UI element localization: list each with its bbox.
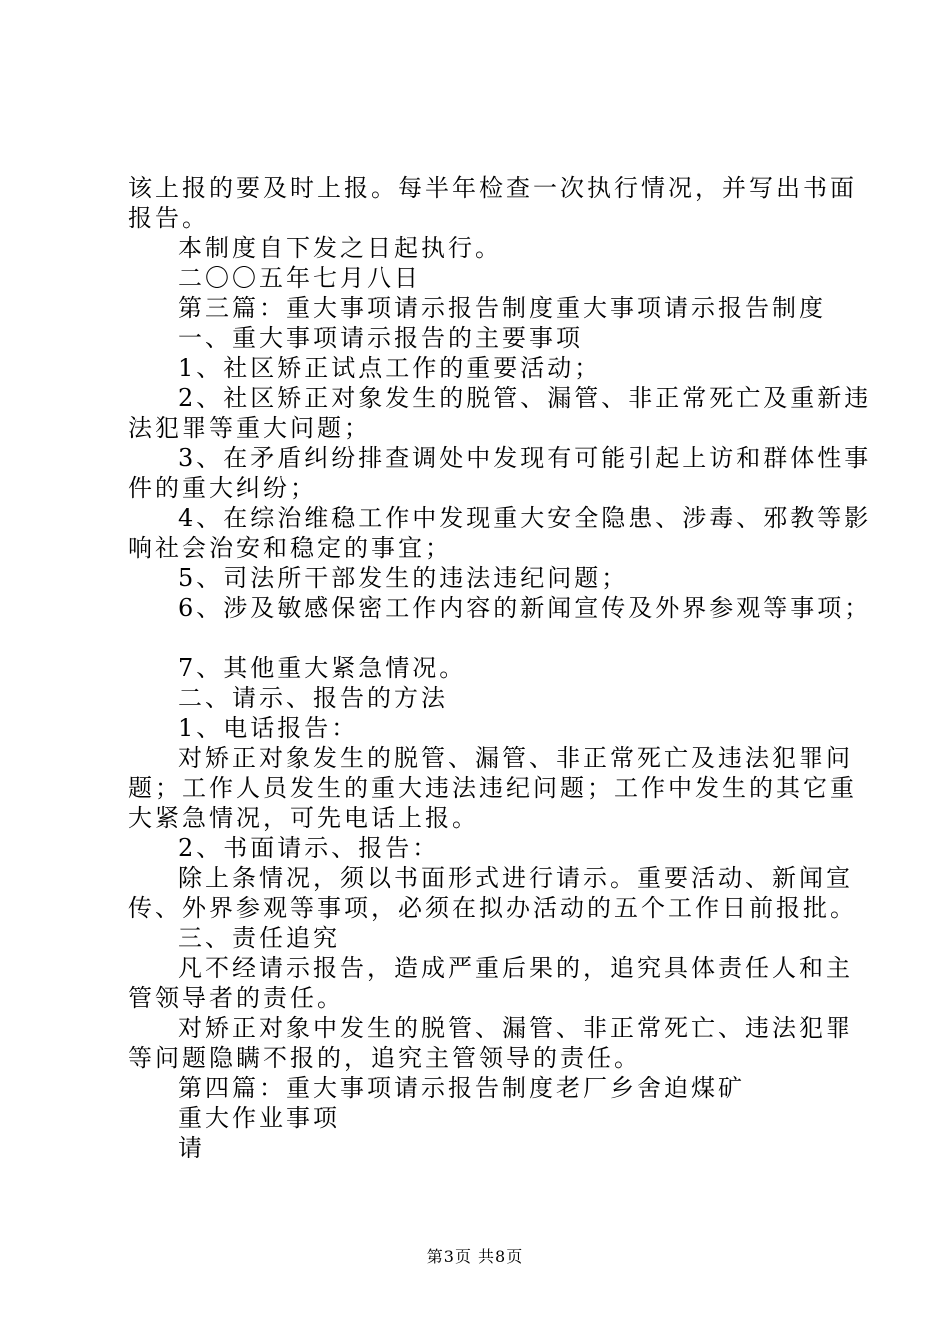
text-line: 题；工作人员发生的重大违法违纪问题；工作中发生的其它重 <box>128 774 857 802</box>
blank-line <box>128 623 838 653</box>
text-line: 件的重大纠纷； <box>128 474 317 502</box>
text-line: 响社会治安和稳定的事宜； <box>128 534 452 562</box>
text-line: 4、在综治维稳工作中发现重大安全隐患、涉毒、邪教等影 <box>178 504 872 532</box>
text-line: 对矫正对象发生的脱管、漏管、非正常死亡及违法犯罪问 <box>178 744 853 772</box>
text-line: 第四篇：重大事项请示报告制度老厂乡舍迫煤矿 <box>178 1074 745 1102</box>
text-line: 三、责任追究 <box>178 924 340 952</box>
text-line: 6、涉及敏感保密工作内容的新闻宣传及外界参观等事项； <box>178 594 872 622</box>
document-body <box>128 173 872 1163</box>
text-line: 重大作业事项 <box>178 1104 340 1132</box>
text-line: 7、其他重大紧急情况。 <box>178 654 467 682</box>
text-line: 凡不经请示报告，造成严重后果的，追究具体责任人和主 <box>178 954 853 982</box>
text-line: 3、在矛盾纠纷排查调处中发现有可能引起上访和群体性事 <box>178 444 872 472</box>
page-footer: 第3页 共8页 <box>426 1247 524 1266</box>
text-line: 2、社区矫正对象发生的脱管、漏管、非正常死亡及重新违 <box>178 384 872 412</box>
text-line: 1、电话报告： <box>178 714 359 742</box>
text-line: 报告。 <box>128 204 209 232</box>
text-line: 二〇〇五年七月八日 <box>178 264 421 292</box>
text-line: 5、司法所干部发生的违法违纪问题； <box>178 564 629 592</box>
text-line: 法犯罪等重大问题； <box>128 414 371 442</box>
text-line: 一、重大事项请示报告的主要事项 <box>178 324 583 352</box>
text-line: 对矫正对象中发生的脱管、漏管、非正常死亡、违法犯罪 <box>178 1014 853 1042</box>
text-line: 除上条情况，须以书面形式进行请示。重要活动、新闻宣 <box>178 864 853 892</box>
text-line: 请 <box>178 1134 205 1162</box>
text-line: 2、书面请示、报告： <box>178 834 440 862</box>
text-line: 第三篇：重大事项请示报告制度重大事项请示报告制度 <box>178 294 826 322</box>
text-line: 大紧急情况，可先电话上报。 <box>128 804 479 832</box>
text-line: 等问题隐瞒不报的，追究主管领导的责任。 <box>128 1044 641 1072</box>
text-line: 管领导者的责任。 <box>128 984 344 1012</box>
text-line: 该上报的要及时上报。每半年检查一次执行情况，并写出书面 <box>128 174 857 202</box>
text-line: 二、请示、报告的方法 <box>178 684 448 712</box>
text-line: 传、外界参观等事项，必须在拟办活动的五个工作日前报批。 <box>128 894 857 922</box>
text-line: 1、社区矫正试点工作的重要活动； <box>178 354 602 382</box>
text-line: 本制度自下发之日起执行。 <box>178 234 502 262</box>
